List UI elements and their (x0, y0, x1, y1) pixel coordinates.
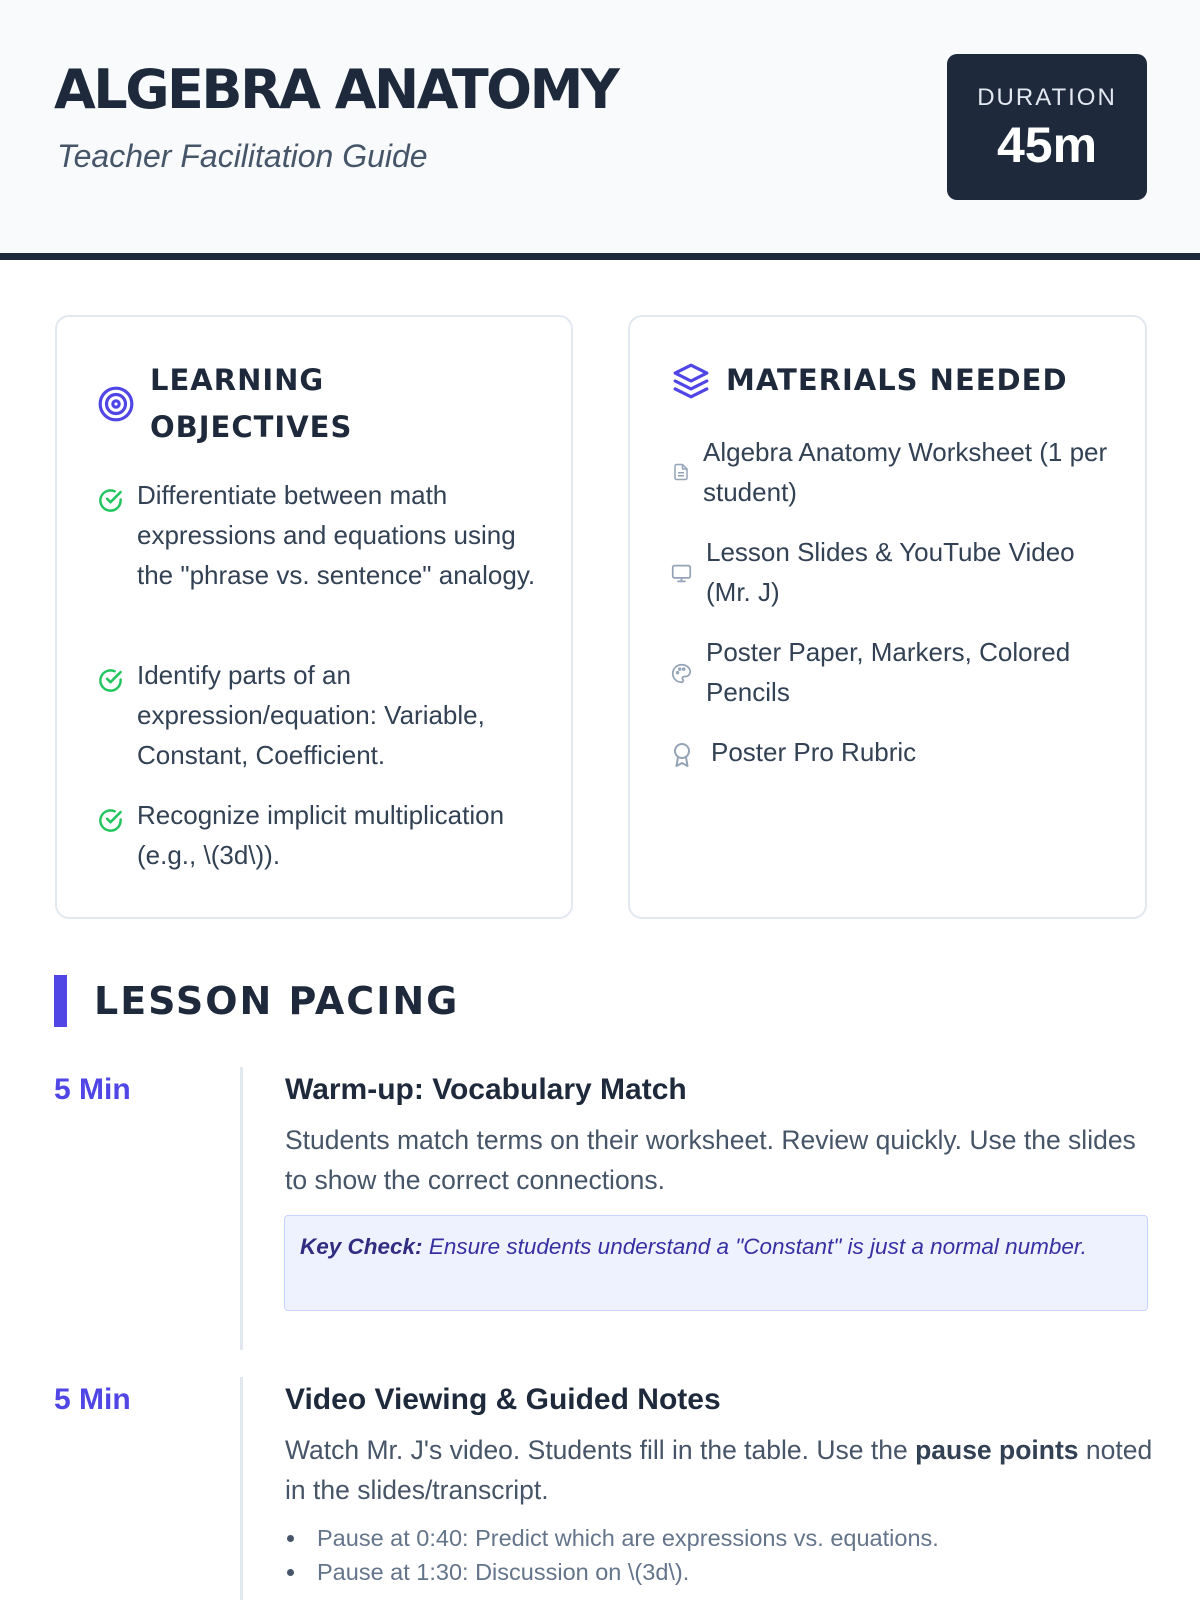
step-title: Video Viewing & Guided Notes (285, 1383, 721, 1416)
page-header (0, 0, 1200, 260)
check-circle-icon (97, 487, 124, 514)
check-circle-icon (97, 807, 124, 834)
step-description-text: Watch Mr. J's video. Students fill in the table. Use the (285, 1435, 908, 1465)
step-title: Warm-up: Vocabulary Match (285, 1073, 687, 1106)
step-description (285, 1430, 1155, 1510)
objectives-heading (150, 357, 352, 451)
lesson-pacing-heading: LESSON PACING (94, 979, 460, 1023)
step-description-bold: pause points (915, 1435, 1079, 1465)
objective-item: Identify parts of an expression/equation: Variable, Constant, Coefficient. (137, 660, 485, 770)
document-icon (672, 463, 690, 481)
materials-needed-card (628, 315, 1147, 919)
material-item: Algebra Anatomy Worksheet (1 per student) (703, 437, 1108, 507)
pause-points-list (317, 1521, 1157, 1589)
page-title: ALGEBRA ANATOMY (54, 58, 618, 121)
step-description-text: noted in the slides/transcript. (285, 1435, 1153, 1505)
check-circle-icon (97, 667, 124, 694)
step-time: 5 Min (54, 1383, 131, 1416)
layers-icon (672, 362, 710, 400)
objective-item: Differentiate between math expressions and equations using the "phrase vs. sentence" analogy. (137, 480, 536, 590)
duration-label: DURATION (977, 84, 1117, 111)
target-icon (97, 385, 135, 423)
callout-label: Key Check: (300, 1234, 423, 1259)
list-item: Pause at 1:30: Discussion on \(3d\). (317, 1555, 1157, 1589)
palette-icon (671, 663, 692, 684)
material-item: Lesson Slides & YouTube Video (Mr. J) (706, 537, 1075, 607)
objective-item: Recognize implicit multiplication (e.g., \(3d\)). (137, 800, 505, 870)
step-time: 5 Min (54, 1073, 131, 1106)
section-accent-bar (54, 975, 67, 1027)
duration-badge (947, 54, 1147, 200)
step-description: Students match terms on their worksheet. Review quickly. Use the slides to show the correct connections. (285, 1125, 1136, 1195)
list-item: Pause at 0:40: Predict which are expressions vs. equations. (317, 1521, 1157, 1555)
objectives-heading-line2: OBJECTIVES (150, 410, 353, 444)
objectives-heading-line1: LEARNING (150, 363, 325, 397)
material-item: Poster Paper, Markers, Colored Pencils (706, 637, 1071, 707)
award-icon (672, 742, 692, 768)
timeline-line (240, 1067, 243, 1350)
materials-heading: MATERIALS NEEDED (726, 363, 1068, 397)
material-item: Poster Pro Rubric (711, 737, 917, 767)
callout-text: Ensure students understand a "Constant" is just a normal number. (428, 1234, 1087, 1259)
duration-value: 45m (996, 117, 1098, 173)
monitor-icon (671, 563, 692, 584)
timeline-line (240, 1377, 243, 1600)
learning-objectives-card (55, 315, 573, 919)
key-check-callout (284, 1215, 1148, 1311)
page-subtitle: Teacher Facilitation Guide (57, 138, 428, 174)
